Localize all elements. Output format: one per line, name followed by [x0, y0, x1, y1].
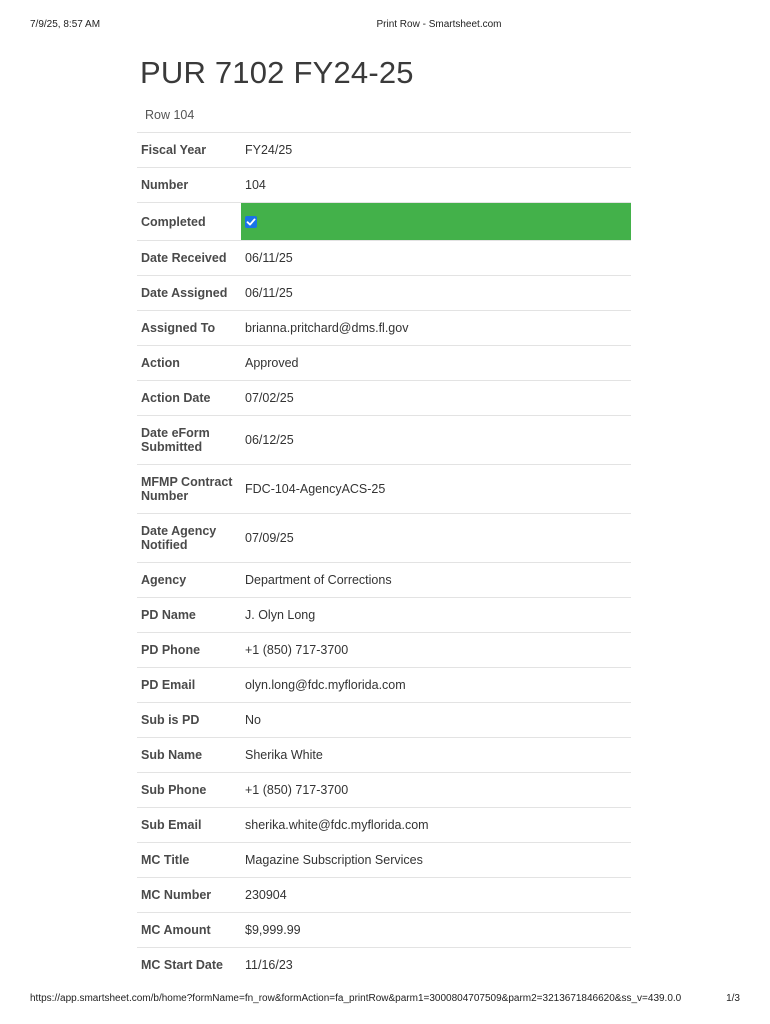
row-label: Row 104 — [145, 108, 195, 122]
completed-cell — [241, 203, 631, 241]
print-page-title: Print Row - Smartsheet.com — [376, 19, 502, 30]
field-row-assigned-to — [137, 311, 631, 346]
field-row-agency — [137, 563, 631, 598]
field-value: sherika.white@fdc.myflorida.com — [241, 808, 631, 843]
field-row-sub-phone — [137, 773, 631, 808]
field-value: $9,999.99 — [241, 913, 631, 948]
field-value: FY24/25 — [241, 133, 631, 168]
field-label: Action — [137, 346, 241, 381]
field-value: J. Olyn Long — [241, 598, 631, 633]
field-label: MC Number — [137, 878, 241, 913]
field-label: Fiscal Year — [137, 133, 241, 168]
field-row-date-assigned — [137, 276, 631, 311]
field-label: Completed — [137, 203, 241, 241]
field-label: Sub Phone — [137, 773, 241, 808]
field-row-sub-name — [137, 738, 631, 773]
field-value: 230904 — [241, 878, 631, 913]
row-print-view — [137, 50, 631, 982]
field-row-mc-number — [137, 878, 631, 913]
field-value: 07/02/25 — [241, 381, 631, 416]
field-value: brianna.pritchard@dms.fl.gov — [241, 311, 631, 346]
field-label: PD Phone — [137, 633, 241, 668]
page-number: 1/3 — [726, 993, 740, 1004]
field-label: Action Date — [137, 381, 241, 416]
field-label: Date Assigned — [137, 276, 241, 311]
field-row-date-eform-submitted — [137, 416, 631, 465]
field-row-action — [137, 346, 631, 381]
field-value: 06/11/25 — [241, 276, 631, 311]
field-row-fiscal-year — [137, 133, 631, 168]
checkmark-icon — [246, 217, 256, 227]
row-fields-table — [137, 132, 631, 982]
field-value: 104 — [241, 168, 631, 203]
field-label: Sub is PD — [137, 703, 241, 738]
field-value: Magazine Subscription Services — [241, 843, 631, 878]
field-row-sub-email — [137, 808, 631, 843]
field-row-mc-start-date — [137, 948, 631, 983]
print-footer — [0, 993, 770, 1007]
field-label: Agency — [137, 563, 241, 598]
print-header — [0, 19, 770, 33]
field-label: MFMP Contract Number — [137, 465, 241, 514]
field-value: +1 (850) 717-3700 — [241, 773, 631, 808]
print-url: https://app.smartsheet.com/b/home?formName=fn_row&formAction=fa_printRow&parm1=3000804707509&parm2=3213671846620&ss_v=439.0.0 — [30, 993, 682, 1004]
field-value: 06/12/25 — [241, 416, 631, 465]
field-label: Date Received — [137, 241, 241, 276]
sheet-title: PUR 7102 FY24-25 — [140, 55, 414, 90]
field-row-date-received — [137, 241, 631, 276]
field-value: 07/09/25 — [241, 514, 631, 563]
field-row-number — [137, 168, 631, 203]
field-value: No — [241, 703, 631, 738]
field-label: PD Name — [137, 598, 241, 633]
field-row-pd-name — [137, 598, 631, 633]
field-value: 06/11/25 — [241, 241, 631, 276]
field-label: MC Start Date — [137, 948, 241, 983]
field-row-sub-is-pd — [137, 703, 631, 738]
field-value: Department of Corrections — [241, 563, 631, 598]
field-label: Date Agency Notified — [137, 514, 241, 563]
field-row-pd-email — [137, 668, 631, 703]
field-value: Sherika White — [241, 738, 631, 773]
completed-checkbox[interactable] — [245, 216, 257, 228]
field-label: PD Email — [137, 668, 241, 703]
field-label: Sub Email — [137, 808, 241, 843]
field-row-pd-phone — [137, 633, 631, 668]
field-label: MC Title — [137, 843, 241, 878]
field-label: Number — [137, 168, 241, 203]
field-row-mc-amount — [137, 913, 631, 948]
field-row-completed — [137, 203, 631, 241]
field-row-date-agency-notified — [137, 514, 631, 563]
field-label: Date eForm Submitted — [137, 416, 241, 465]
field-label: Sub Name — [137, 738, 241, 773]
field-value: +1 (850) 717-3700 — [241, 633, 631, 668]
field-row-mc-title — [137, 843, 631, 878]
field-value: Approved — [241, 346, 631, 381]
field-row-mfmp-contract-number — [137, 465, 631, 514]
field-value: 11/16/23 — [241, 948, 631, 983]
field-row-action-date — [137, 381, 631, 416]
field-label: MC Amount — [137, 913, 241, 948]
print-timestamp: 7/9/25, 8:57 AM — [30, 19, 101, 30]
field-value: olyn.long@fdc.myflorida.com — [241, 668, 631, 703]
field-value: FDC-104-AgencyACS-25 — [241, 465, 631, 514]
field-label: Assigned To — [137, 311, 241, 346]
